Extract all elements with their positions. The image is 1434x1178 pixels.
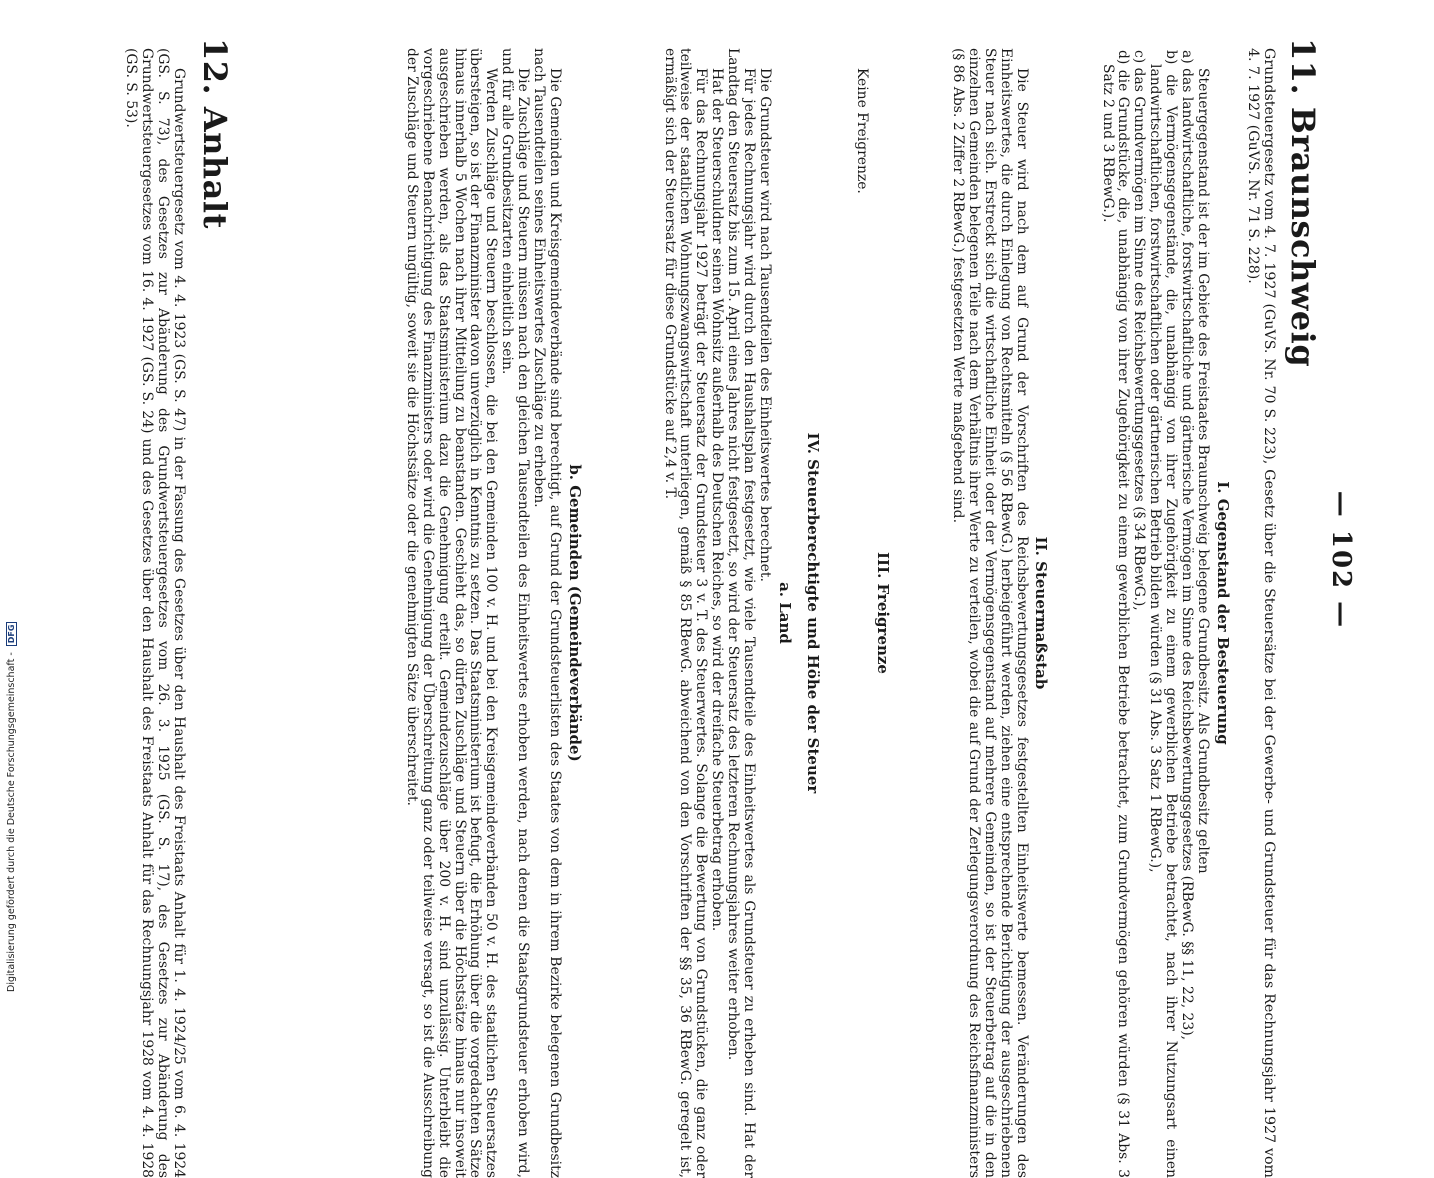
part-2-text: Die Steuer wird nach dem auf Grund der Vorschriften des Reichsbewertungsgesetzes festgestellten Einheitswerte bemessen. Veränderungen des Einheitswertes, die durch Einlegung von Rechtsmitteln (§ 56 RBewG.) herbeigeführt werden, ziehen eine entsprechende Berichtigung der ausgeschriebenen Steuer nach sich. Erstreckt sich die wirtschaftliche Einheit oder der Vermögensgegenstand auf mehrere Gemeinden, so ist der Steuerbetrag auf die in den einzelnen Gemeinden belegenen Teile nach dem Verhältnis ihrer Werte zu verteilen, wobei die auf Grund der Zerlegungsverordnung des Reichsfinanzministers (§ 86 Abs. 2 Ziffer 2 RBewG.) festgesetzten Werte maßgebend sind. [950, 48, 1030, 1178]
part-4b-title: b. Gemeinden (Gemeindeverbände) [566, 464, 584, 762]
part-4a-title: a. Land [776, 582, 794, 644]
part-1-lead: Steuergegenstand ist der im Gebiete des Freistaates Braunschweig belegene Grundbesitz. Als Grundbesitz gelten [1195, 68, 1211, 874]
section-12-heading: 12. Anhalt [196, 38, 234, 229]
part-3-text: Keine Freigrenze. [854, 68, 870, 194]
footer-text: Digitalisierung gefördert durch die Deutsche Forschungsgemeinschaft - [6, 652, 17, 992]
section-11-heading: 11. Braunschweig [1284, 38, 1322, 368]
part-4a-para-3: Hat der Steuerschuldner seinen Wohnsitz außerhalb des Deutschen Reiches, so wird der dreifache Steuerbetrag erhoben. [709, 68, 726, 932]
part-4-title: IV. Steuerberechtigte und Höhe der Steuer [804, 432, 822, 794]
part-1-item-a: a) das landwirtschaftliche, forstwirtschaftliche und gärtnerische Vermögen im Sinne des Reichsbewertungsgesetzes (RBewG. §§ 11, 22, 23), [1179, 50, 1196, 1041]
part-4b-para-2: Die Zuschläge und Steuern müssen nach den gleichen Tausendteilen des Einheitswertes erhoben werden, nach denen die Staatsgrundsteuer erhoben wird, und für alle Grundbesitzarten einheitlich sein. [499, 48, 532, 1178]
section-11-intro: Grundsteuergesetz vom 4. 7. 1927 (GuVS. Nr. 70 S. 223), Gesetz über die Steuersätze bei der Gewerbe- und Grundsteuer für das Rechnungsjahr 1927 vom 4. 7. 1927 (GuVS. Nr. 71 S. 228). [1245, 48, 1277, 1178]
part-1-item-c: c) das Grundvermögen im Sinne des Reichsbewertungsgesetzes (§ 34 RBewG.), [1131, 50, 1148, 611]
dfg-logo: DFG [6, 622, 17, 647]
part-3-title: III. Freigrenze [874, 552, 892, 674]
part-1-title: I. Gegenstand der Besteuerung [1214, 481, 1232, 745]
part-4a-body [661, 48, 772, 1178]
part-1-body [1099, 48, 1210, 1178]
part-4a-para-4: Für das Rechnungsjahr 1927 beträgt der Steuersatz der Grundsteuer 3 v. T. des Steuerwertes. Solange die Bewertung von Grundstücken, die ganz oder teilweise der staatlichen Wohnungszwangswirtschaft unterliegen, gemäß § 85 RBewG. abweichend von den Vorschriften der §§ 35, 36 RBewG. geregelt ist, ermäßigt sich der Steuersatz für diese Grundstücke auf 2,4 v. T. [661, 48, 710, 1178]
part-2-title: II. Steuermaßstab [1032, 536, 1050, 690]
part-4b-para-3: Werden Zuschläge und Steuern beschlossen, die bei den Gemeinden 100 v. H. und bei den Kreisgemeindeverbänden 50 v. H. des staatlichen Steuersatzes übersteigen, so ist der Finanzminister davon unverzüglich in Kenntnis zu setzen. Das Staatsministerium ist befugt, die Erhöhung über die vorgedachten Sätze hinaus innerhalb 5 Wochen nach ihrer Mitteilung zu beanstanden. Geschieht das, so dürfen Zuschläge und Steuern über die Höchstsätze hinaus nur insoweit ausgeschrieben werden, als das Staatsministerium dazu die Genehmigung erteilt. Gemeindezuschläge über 200 v. H. sind unzulässig. Unterbleibt die vorgeschriebene Benachrichtigung des Finanzministers oder wird die Genehmigung der Überschreitung ganz oder teilweise versagt, so ist die Ausschreibung der Zuschläge und Steuern ungültig, soweit sie die Höchstsätze oder die genehmigten Sätze überschreitet. [403, 48, 500, 1178]
part-1-item-d: d) die Grundstücke, die, unabhängig von ihrer Zugehörigkeit zu einem gewerblichen Betriebe betrachtet, zum Grundvermögen gehören würden (§ 31 Abs. 3 Satz 2 und 3 RBewG.). [1099, 50, 1132, 1178]
part-1-item-b: b) die Vermögensgegenstände, die, unabhängig von ihrer Zugehörigkeit zu einem gewerblichen Betriebe betrachtet, nach ihrer Nutzungsart einen landwirtschaftlichen, forstwirtschaftlichen oder gärtnerischen Betrieb bilden würden (§ 31 Abs. 3 Satz 1 RBewG.), [1147, 50, 1180, 1178]
part-4b-para-1: Die Gemeinden und Kreisgemeindeverbände sind berechtigt, auf Grund der Grundsteuerlisten des Staates von dem in ihrem Bezirke belegenen Grundbesitz nach Tausendteilen seines Einheitswertes Zuschläge zu erheben. [531, 48, 563, 1178]
page-number: — 102 — [1326, 490, 1356, 630]
part-4b-body [403, 48, 562, 1178]
part-4a-para-2: Für jedes Rechnungsjahr wird durch den Haushaltsplan festgesetzt, wie viele Tausendteile des Einheitswertes als Grundsteuer zu erheben sind. Hat der Landtag den Steuersatz bis zum 15. April eines Jahres nicht festgesetzt, so wird der Steuersatz des letzteren Rechnungsjahres weiter erhoben. [725, 48, 758, 1178]
section-12-intro: Grundwertsteuergesetz vom 4. 4. 1923 (GS. S. 47) in der Fassung des Gesetzes über den Haushalt des Freistaats Anhalt für 1. 4. 1924/25 vom 6. 4. 1924 (GS. S. 73), des Gesetzes zur Abänderung des Grundwertsteuergesetzes vom 26. 3. 1925 (GS. S. 17), des Gesetzes zur Abänderung des Grundwertsteuergesetzes vom 16. 4. 1927 (GS. S. 24) und des Gesetzes über den Haushalt des Freistaats Anhalt für das Rechnungsjahr 1928 vom 4. 4. 1928 (GS. S. 53). [123, 48, 187, 1178]
part-4a-para-1: Die Grundsteuer wird nach Tausendteilen des Einheitswertes berechnet. [757, 68, 773, 582]
